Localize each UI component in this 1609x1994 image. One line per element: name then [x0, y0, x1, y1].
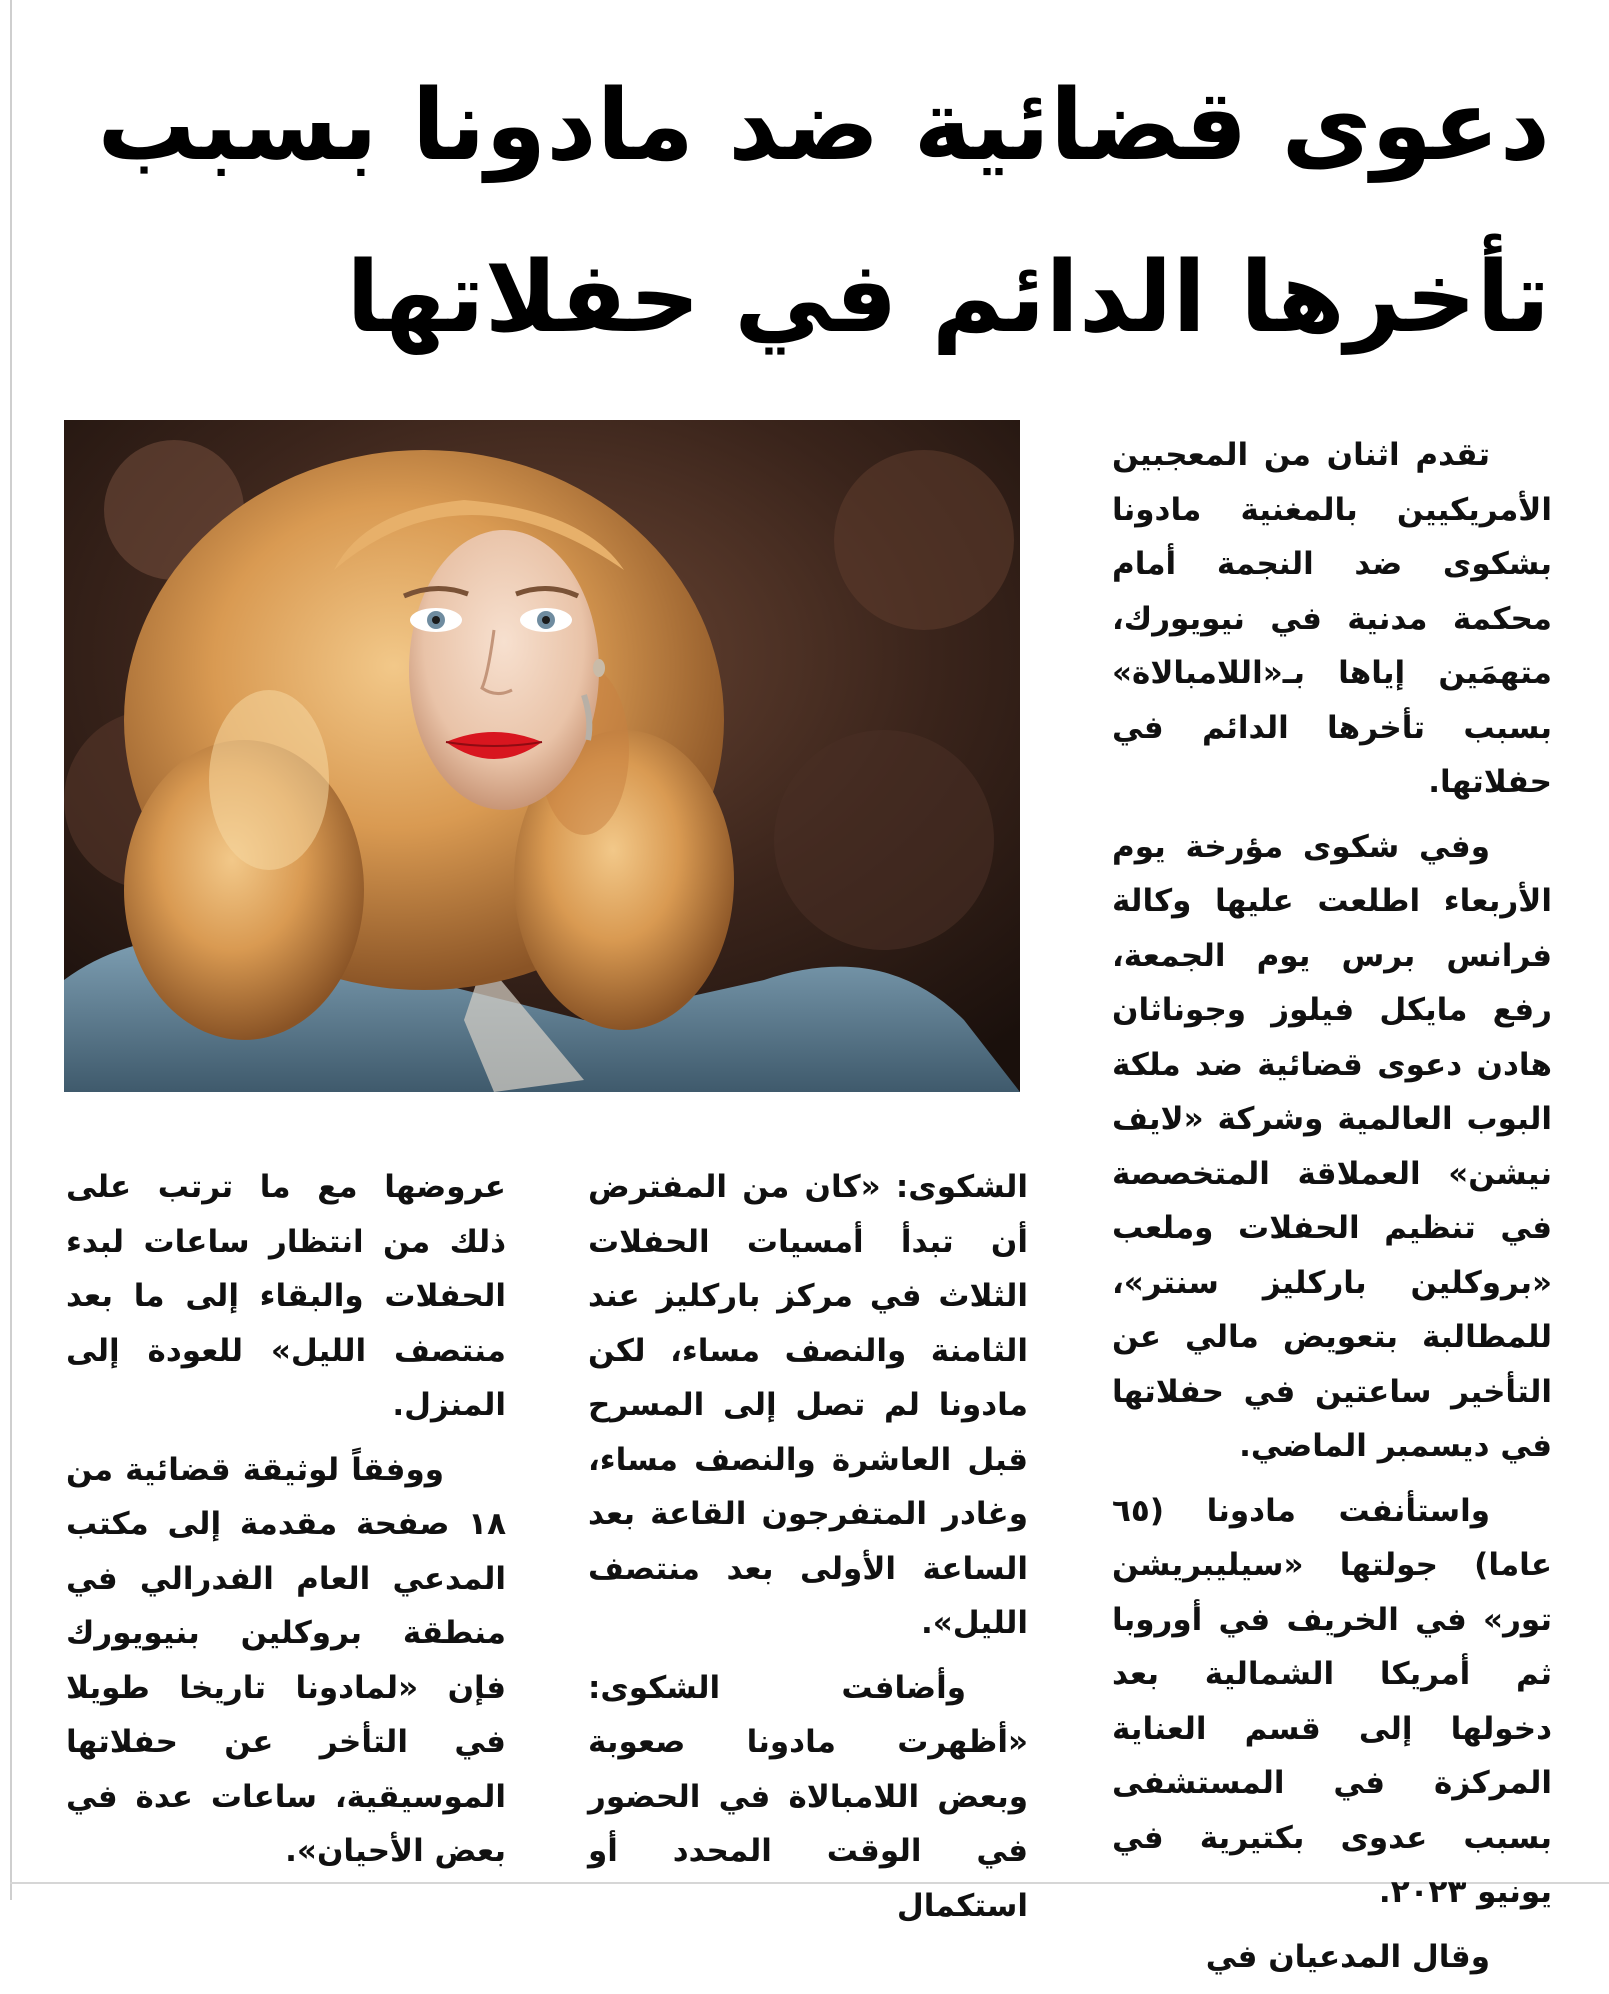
paragraph-3: واستأنفت مادونا (٦٥ عاما) جولتها «سيليبريشن تور» في الخريف في أوروبا ثم أمريكا الشمالية بعد دخولها إلى قسم العناية المركزة في المستشفى بسبب عدوى بكتيرية في يونيو ٢٠٢٣. — [1112, 1492, 1552, 1910]
headline — [60, 40, 1550, 384]
paragraph-8: ووفقاً لوثيقة قضائية من ١٨ صفحة مقدمة إلى مكتب المدعي العام الفدرالي في منطقة بروكلين بنيويورك فإن «لمادونا تاريخا طويلا في التأخر عن حفلاتها الموسيقية، ساعات عدة في بعض الأحيان». — [66, 1451, 506, 1869]
headline-line-1: دعوى قضائية ضد مادونا بسبب — [97, 69, 1550, 183]
paragraph-2: وفي شكوى مؤرخة يوم الأربعاء اطلعت عليها وكالة فرانس برس يوم الجمعة، رفع مايكل فيلوز وجوناثان هادن دعوى قضائية ضد ملكة البوب العالمية وشركة «لايف نيشن» العملاقة المتخصصة في تنظيم الحفلات وملعب «بروكلين باركليز سنتر»، للمطالبة بتعويض مالي عن التأخير ساعتين في حفلاتها في ديسمبر الماضي. — [1112, 828, 1552, 1464]
headline-line-2: تأخرها الدائم في حفلاتها — [346, 241, 1550, 355]
madonna-portrait-illustration — [64, 420, 1020, 1092]
paragraph-1: تقدم اثنان من المعجبين الأمريكيين بالمغنية مادونا بشكوى ضد النجمة أمام محكمة مدنية في نيويورك، متهمَين إياها بـ«اللامبالاة» بسبب تأخرها الدائم في حفلاتها. — [1112, 437, 1552, 800]
article-column-left — [66, 1160, 506, 1889]
paragraph-5: الشكوى: «كان من المفترض أن تبدأ أمسيات الحفلات الثلاث في مركز باركليز عند الثامنة والنصف مساء، لكن مادونا لم تصل إلى المسرح قبل العاشرة والنصف مساء، وغادر المتفرجون القاعة بعد الساعة الأولى بعد منتصف الليل». — [588, 1169, 1028, 1641]
article-column-right — [1112, 428, 1552, 1994]
left-margin-rule — [10, 0, 12, 1900]
paragraph-4: وقال المدعيان في — [1205, 1938, 1490, 1975]
article-photo — [64, 420, 1020, 1092]
paragraph-7: عروضها مع ما ترتب على ذلك من انتظار ساعات لبدء الحفلات والبقاء إلى ما بعد منتصف الليل» للعودة إلى المنزل. — [66, 1169, 506, 1423]
article-column-middle — [588, 1160, 1028, 1943]
paragraph-6: وأضافت الشكوى: «أظهرت مادونا صعوبة وبعض اللامبالاة في الحضور في الوقت المحدد أو استكمال — [588, 1669, 1028, 1924]
